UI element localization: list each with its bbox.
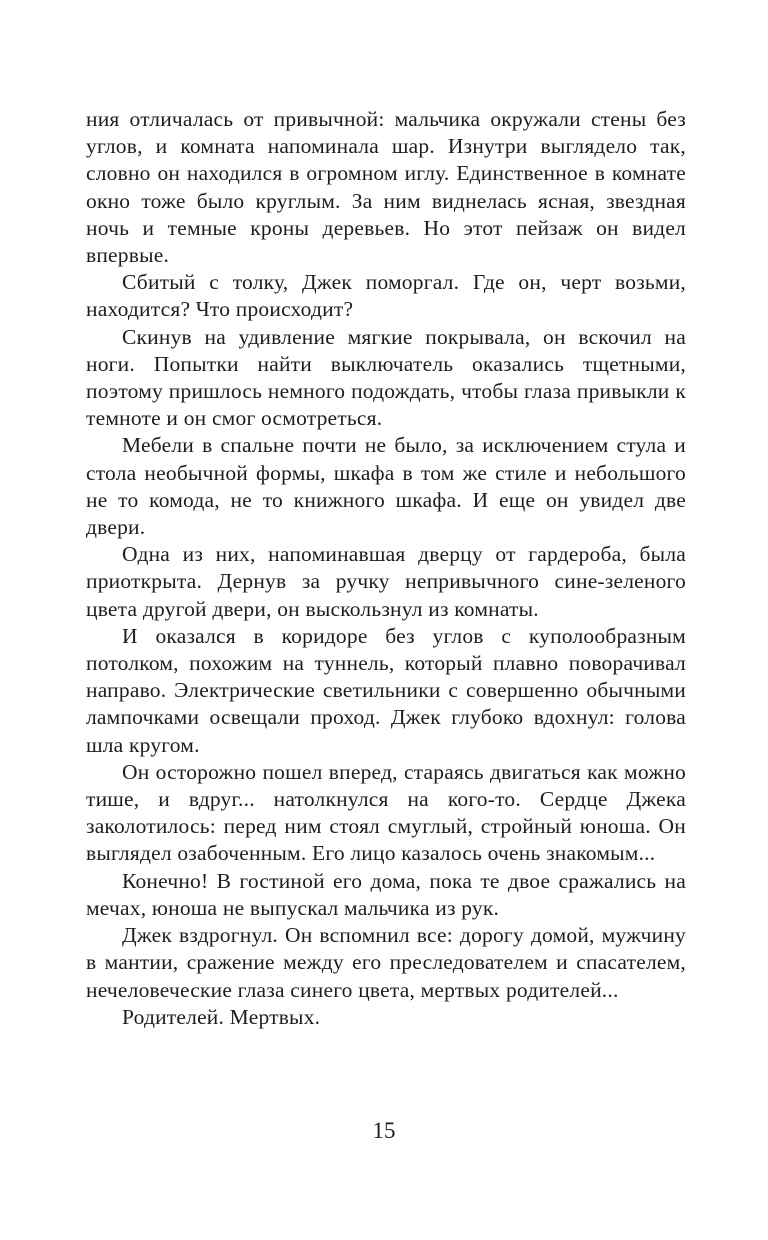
paragraph: Сбитый с толку, Джек поморгал. Где он, черт возьми, находится? Что происходит? bbox=[86, 270, 686, 322]
paragraph: И оказался в коридоре без углов с куполообразным потолком, похожим на туннель, который плавно поворачивал направо. Электрические светильники с совершенно обычными лампочками освещали проход. Джек глубоко вдохнул: голова шла кругом. bbox=[86, 623, 686, 757]
page-number: 15 bbox=[372, 1118, 396, 1143]
text-block bbox=[86, 106, 686, 1031]
paragraph: Скинув на удивление мягкие покрывала, он вскочил на ноги. Попытки найти выключатель оказались тщетными, поэтому пришлось немного подождать, чтобы глаза привыкли к темноте и он смог осмотреться. bbox=[86, 324, 686, 431]
paragraph: Он осторожно пошел вперед, стараясь двигаться как можно тише, и вдруг... натолкнулся на кого-то. Сердце Джека заколотилось: перед ним стоял смуглый, стройный юноша. Он выглядел озабоченным. Его лицо казалось очень знакомым... bbox=[86, 759, 686, 866]
paragraph: Одна из них, напоминавшая дверцу от гардероба, была приоткрыта. Дернув за ручку непривычного сине-зеленого цвета другой двери, он выскользнул из комнаты. bbox=[86, 542, 686, 621]
paragraph: Мебели в спальне почти не было, за исключением стула и стола необычной формы, шкафа в том же стиле и небольшого не то комода, не то книжного шкафа. И еще он увидел две двери. bbox=[86, 433, 686, 540]
paragraph: Родителей. Мертвых. bbox=[122, 1004, 321, 1029]
paragraph: Конечно! В гостиной его дома, пока те двое сражались на мечах, юноша не выпускал мальчика из рук. bbox=[86, 868, 686, 920]
paragraph: Джек вздрогнул. Он вспомнил все: дорогу домой, мужчину в мантии, сражение между его преследователем и спасателем, нечеловеческие глаза синего цвета, мертвых родителей... bbox=[86, 923, 686, 1002]
paragraph: ния отличалась от привычной: мальчика окружали стены без углов, и комната напоминала шар. Изнутри выглядело так, словно он находился в огромном иглу. Единственное в комнате окно тоже было круглым. За ним виднелась ясная, звездная ночь и темные кроны деревьев. Но этот пейзаж он видел впервые. bbox=[86, 107, 686, 268]
